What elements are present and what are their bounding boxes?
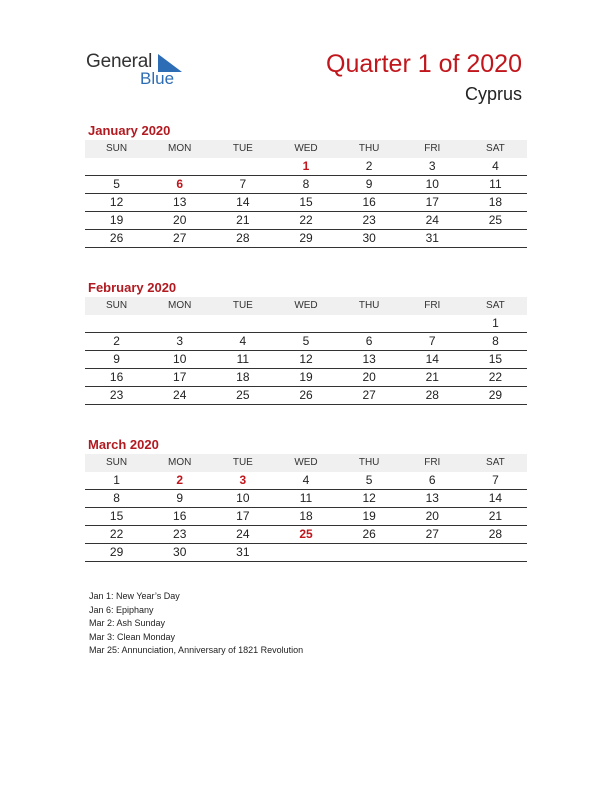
day-cell: 4 [492,159,499,173]
day-cell: 27 [173,231,187,245]
holiday-note: Mar 25: Annunciation, Anniversary of 1821 Revolution [89,645,304,655]
day-cell: 5 [365,473,373,487]
day-cell: 1 [492,316,499,330]
day-cell: 28 [425,388,439,402]
day-cell: 22 [299,213,313,227]
weekday-header-sat: SAT [486,300,505,311]
week-row [85,194,527,212]
day-cell: 7 [428,334,436,348]
day-cell: 18 [488,195,503,209]
weekday-header-mon: MON [168,300,192,311]
holiday-note: Mar 2: Ash Sunday [89,618,166,628]
week-row [85,212,527,230]
weekday-header-tue: TUE [232,300,253,311]
day-cell: 31 [236,545,250,559]
day-cell: 3 [428,159,436,173]
weekday-header-wed: WED [294,300,318,311]
empty-day-cell [211,158,274,175]
weekday-header-row [85,297,527,315]
day-cell: 12 [299,352,313,366]
day-cell: 28 [236,231,250,245]
day-cell: 7 [239,177,247,191]
day-cell: 21 [488,509,503,523]
month-weeks [85,158,527,248]
page-title: Quarter 1 of 2020 [326,50,522,78]
month-title: March 2020 [88,437,159,452]
day-cell: 6 [428,473,436,487]
day-cell: 23 [362,213,376,227]
week-row [85,230,527,248]
day-cell: 9 [176,491,184,505]
day-cell: 11 [299,491,313,505]
day-cell: 19 [299,370,313,384]
month-calendar-march [85,436,527,562]
day-cell: 29 [299,231,313,245]
day-cell: 7 [492,473,499,487]
month-title: February 2020 [88,280,177,295]
day-cell: 16 [362,195,376,209]
day-cell: 27 [425,527,439,541]
week-row [85,176,527,194]
day-cell: 9 [113,352,120,366]
month-weeks [85,315,527,405]
weekday-header-row [85,454,527,472]
month-title: January 2020 [88,123,171,138]
month-calendar-february [85,279,527,405]
day-cell: 4 [239,334,247,348]
weekday-header-tue: TUE [232,143,253,154]
week-row [85,369,527,387]
day-cell: 9 [365,177,373,191]
logo-text-general: General [86,51,153,72]
day-cell: 2 [113,334,120,348]
day-cell: 5 [302,334,310,348]
day-cell: 13 [425,491,439,505]
empty-day-cell [464,544,527,561]
holiday-note: Jan 1: New Year’s Day [89,591,180,601]
day-cell: 2 [365,159,373,173]
empty-day-cell [464,230,527,247]
day-cell: 18 [236,370,250,384]
empty-day-cell [148,158,211,175]
weekday-header-sun: SUN [106,300,128,311]
day-cell: 8 [492,334,499,348]
empty-day-cell [274,315,337,332]
day-cell: 22 [488,370,503,384]
day-cell: 17 [425,195,439,209]
day-cell: 30 [362,231,376,245]
day-cell: 25 [488,213,503,227]
day-cell: 20 [173,213,187,227]
holiday-day-cell: 2 [176,473,184,487]
day-cell: 8 [113,491,120,505]
week-row [85,490,527,508]
day-cell: 11 [236,352,250,366]
weekday-header-fri: FRI [424,300,441,311]
empty-day-cell [338,315,401,332]
day-cell: 13 [362,352,376,366]
holiday-day-cell: 1 [302,159,310,173]
empty-day-cell [85,158,148,175]
day-cell: 18 [299,509,313,523]
week-row [85,315,527,333]
day-cell: 24 [173,388,187,402]
weekday-header-thu: THU [358,457,380,468]
day-cell: 21 [425,370,439,384]
day-cell: 29 [488,388,503,402]
day-cell: 8 [302,177,310,191]
day-cell: 28 [488,527,503,541]
day-cell: 26 [362,527,376,541]
weekday-header-sat: SAT [486,143,505,154]
day-cell: 13 [173,195,187,209]
day-cell: 26 [109,231,124,245]
empty-day-cell [274,544,337,561]
brand-logo [86,50,196,90]
weekday-header-wed: WED [294,143,318,154]
empty-day-cell [148,315,211,332]
weekday-header-thu: THU [358,143,380,154]
empty-day-cell [211,315,274,332]
empty-day-cell [85,315,148,332]
day-cell: 3 [176,334,184,348]
day-cell: 23 [109,388,124,402]
day-cell: 5 [113,177,120,191]
day-cell: 14 [236,195,250,209]
weekday-header-sat: SAT [486,457,505,468]
weekday-header-thu: THU [358,300,380,311]
month-weeks [85,472,527,562]
empty-day-cell [401,544,464,561]
weekday-header-tue: TUE [232,457,253,468]
day-cell: 17 [173,370,187,384]
week-row [85,387,527,405]
day-cell: 16 [109,370,124,384]
weekday-header-mon: MON [168,457,192,468]
day-cell: 29 [109,545,124,559]
holiday-notes [89,590,303,658]
day-cell: 16 [173,509,187,523]
week-row [85,472,527,490]
day-cell: 1 [113,473,120,487]
day-cell: 6 [365,334,373,348]
day-cell: 4 [302,473,310,487]
day-cell: 22 [109,527,124,541]
day-cell: 27 [362,388,376,402]
week-row [85,351,527,369]
day-cell: 17 [236,509,250,523]
weekday-header-sun: SUN [106,143,128,154]
weekday-header-sun: SUN [106,457,128,468]
day-cell: 15 [109,509,124,523]
holiday-day-cell: 25 [299,527,313,541]
day-cell: 10 [425,177,439,191]
day-cell: 30 [173,545,187,559]
holiday-day-cell: 6 [176,177,184,191]
day-cell: 20 [362,370,376,384]
day-cell: 19 [362,509,376,523]
day-cell: 26 [299,388,313,402]
day-cell: 20 [425,509,439,523]
weekday-header-fri: FRI [424,457,441,468]
weekday-header-fri: FRI [424,143,441,154]
day-cell: 24 [236,527,250,541]
day-cell: 11 [489,177,502,191]
day-cell: 12 [109,195,124,209]
day-cell: 23 [173,527,187,541]
week-row [85,158,527,176]
day-cell: 14 [425,352,439,366]
empty-day-cell [401,315,464,332]
week-row [85,333,527,351]
month-calendar-january [85,122,527,248]
day-cell: 31 [425,231,439,245]
day-cell: 15 [488,352,503,366]
country-name: Cyprus [464,84,522,104]
week-row [85,544,527,562]
weekday-header-mon: MON [168,143,192,154]
weekday-header-wed: WED [294,457,318,468]
day-cell: 15 [299,195,313,209]
day-cell: 10 [236,491,250,505]
day-cell: 25 [236,388,250,402]
day-cell: 10 [173,352,187,366]
week-row [85,508,527,526]
empty-day-cell [338,544,401,561]
holiday-note: Jan 6: Epiphany [89,604,154,615]
logo-text-blue: Blue [140,69,175,88]
holiday-day-cell: 3 [239,473,247,487]
day-cell: 19 [109,213,124,227]
day-cell: 14 [488,491,503,505]
week-row [85,526,527,544]
day-cell: 24 [425,213,439,227]
weekday-header-row [85,140,527,158]
holiday-note: Mar 3: Clean Monday [89,631,176,642]
day-cell: 21 [236,213,250,227]
day-cell: 12 [362,491,376,505]
